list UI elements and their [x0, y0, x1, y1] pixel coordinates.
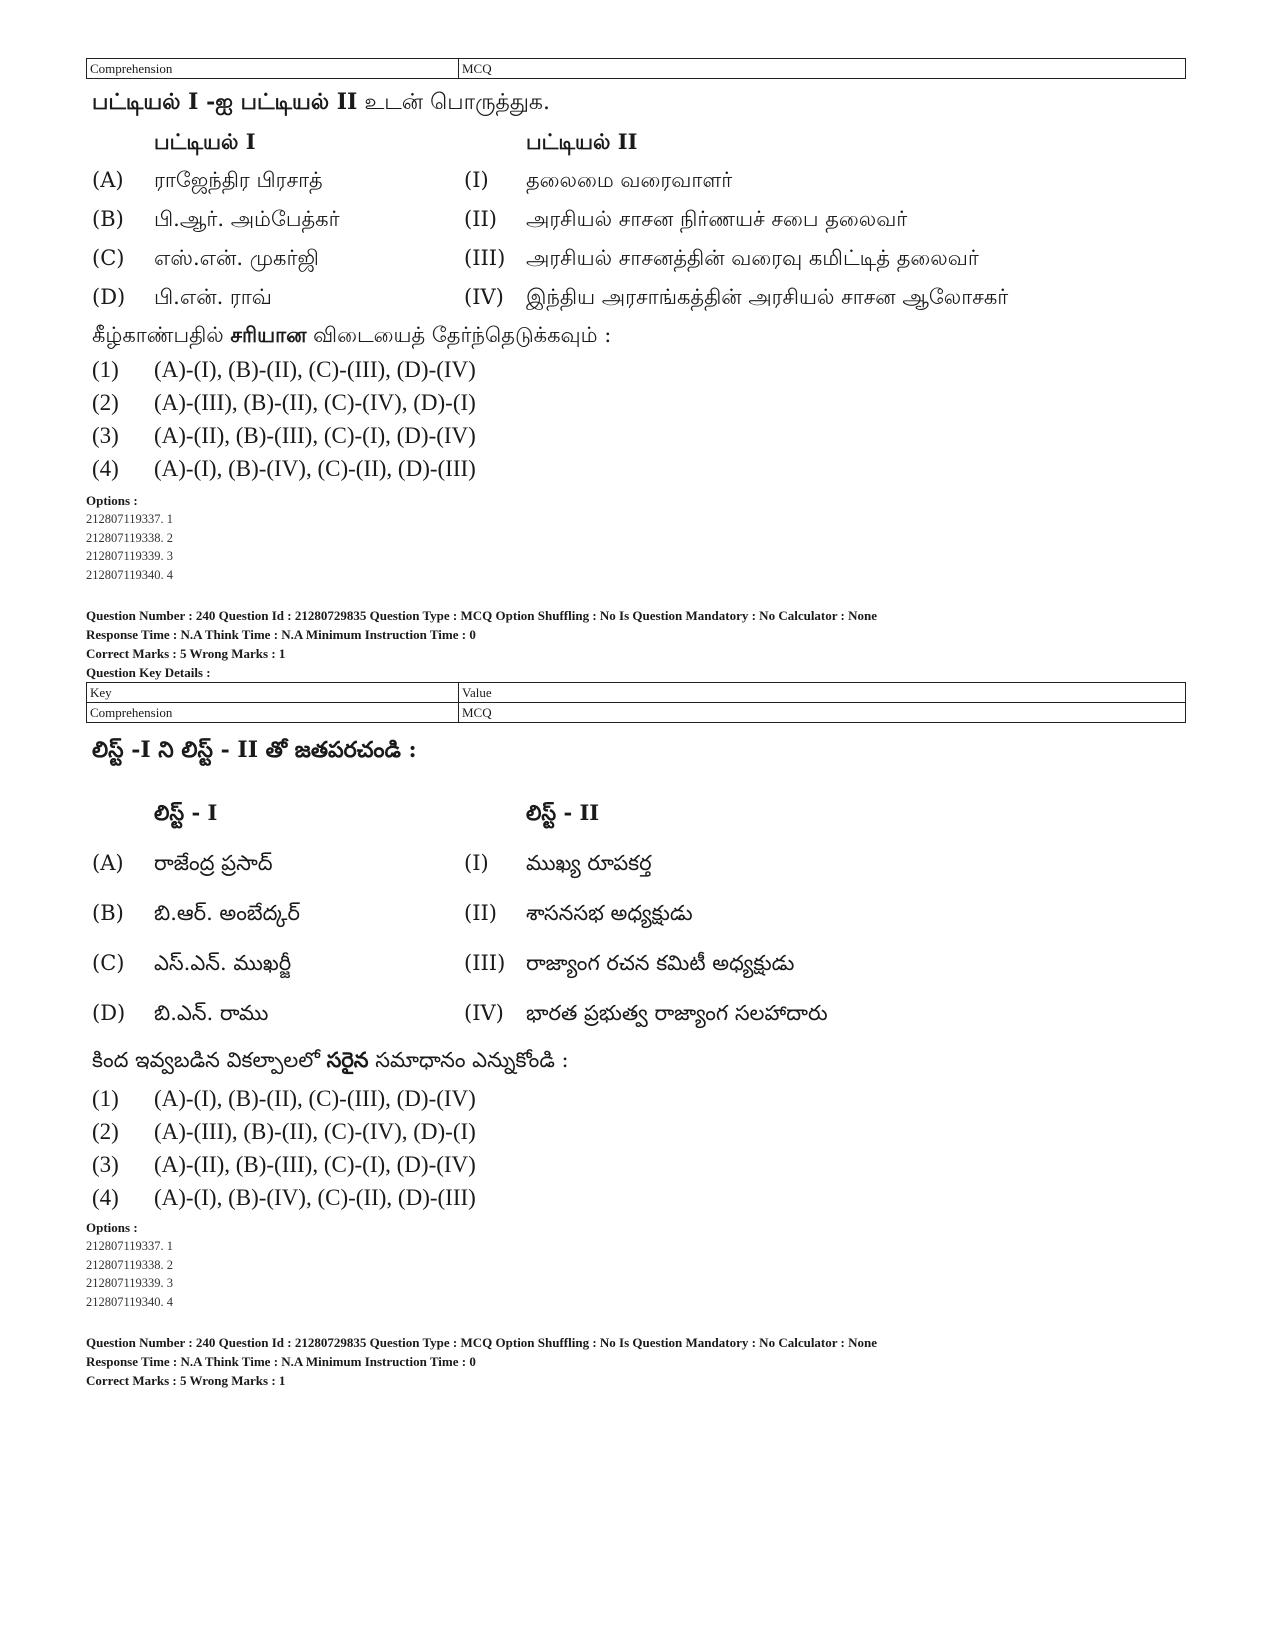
tamil-question: [86, 85, 1186, 584]
answer-option: [92, 419, 1186, 452]
list2-header: లిస్ట్ - II: [526, 800, 600, 825]
list2-item: ముఖ్య రూపకర్త: [526, 851, 652, 875]
row-numeral: (I): [464, 851, 489, 875]
option-number: (1): [92, 357, 119, 382]
list2-item: தலைமை வரைவாளர்: [526, 168, 733, 192]
telugu-question: [86, 733, 1186, 1311]
question-title-instruction: உடன் பொருத்துக.: [357, 90, 550, 115]
option-text: (A)-(II), (B)-(III), (C)-(I), (D)-(IV): [154, 423, 476, 448]
list1-item: பி.என். ராவ்: [154, 285, 272, 309]
list1-item: బి.ఎన్. రాము: [154, 1001, 269, 1025]
table-header-value: Value: [459, 683, 1186, 703]
option-number: (4): [92, 456, 119, 481]
metadata-line: Response Time : N.A Think Time : N.A Minimum Instruction Time : 0: [86, 627, 476, 642]
table-key-cell: Comprehension: [87, 59, 459, 79]
option-codes: [86, 1237, 1186, 1311]
row-label: (C): [92, 246, 125, 270]
list1-item: రాజేంద్ర ప్రసాద్: [154, 851, 273, 875]
list1-item: బి.ఆర్. అంబేద్కర్: [154, 901, 300, 925]
metadata-line: Question Key Details :: [86, 665, 211, 680]
list1-item: எஸ்.என். முகர்ஜி: [154, 246, 319, 270]
option-text: (A)-(I), (B)-(IV), (C)-(II), (D)-(III): [154, 456, 476, 481]
metadata-line: Response Time : N.A Think Time : N.A Minimum Instruction Time : 0: [86, 1354, 476, 1369]
option-number: (3): [92, 1152, 119, 1177]
list1-header: లిస్ట్ - I: [154, 800, 218, 825]
comprehension-table-top: [86, 58, 1186, 79]
list2-header: பட்டியல் II: [526, 129, 638, 154]
list2-item: இந்திய அரசாங்கத்தின் அரசியல் சாசன ஆலோசகர்: [526, 285, 1009, 309]
answer-option: [92, 1082, 1186, 1115]
table-value-cell: MCQ: [459, 59, 1186, 79]
options-label: [86, 1218, 1186, 1237]
answer-option: [92, 386, 1186, 419]
question-metadata: [86, 1333, 1186, 1390]
list1-item: ராஜேந்திர பிரசாத்: [154, 168, 323, 192]
table-header-key: Key: [87, 683, 459, 703]
match-grid: [92, 788, 1186, 1038]
table-key-cell: Comprehension: [87, 703, 459, 723]
question-key-table: [86, 682, 1186, 723]
option-number: (2): [92, 390, 119, 415]
option-number: (3): [92, 423, 119, 448]
row-label: (D): [92, 1001, 126, 1025]
option-code: 212807119340. 4: [86, 567, 174, 582]
answer-options: [92, 353, 1186, 485]
prompt-text: கீழ்காண்பதில்: [92, 323, 231, 347]
answer-prompt: [92, 1042, 1186, 1078]
metadata-line: Correct Marks : 5 Wrong Marks : 1: [86, 646, 286, 661]
prompt-emphasis: சரியான: [230, 322, 307, 347]
option-code: 212807119338. 2: [86, 530, 174, 545]
list1-item: பி.ஆர். அம்பேத்கர்: [154, 207, 340, 231]
answer-option: [92, 353, 1186, 386]
answer-option: [92, 1115, 1186, 1148]
answer-option: [92, 1148, 1186, 1181]
option-text: (A)-(III), (B)-(II), (C)-(IV), (D)-(I): [154, 1119, 476, 1144]
list2-item: அரசியல் சாசன நிர்ணயச் சபை தலைவர்: [526, 207, 908, 231]
row-numeral: (IV): [464, 285, 504, 309]
option-text: (A)-(II), (B)-(III), (C)-(I), (D)-(IV): [154, 1152, 476, 1177]
option-code: 212807119337. 1: [86, 1239, 174, 1253]
row-numeral: (III): [464, 246, 506, 270]
prompt-text: விடையைத் தேர்ந்தெடுக்கவும் :: [306, 323, 612, 347]
option-number: (4): [92, 1185, 119, 1210]
option-number: (2): [92, 1119, 119, 1144]
question-title-lists: பட்டியல் I -ஐ பட்டியல் II: [92, 89, 358, 115]
options-label-text: Options :: [86, 493, 138, 508]
list1-item: ఎస్.ఎన్. ముఖర్జీ: [154, 951, 292, 975]
row-numeral: (III): [464, 951, 506, 975]
row-label: (A): [92, 168, 124, 192]
list2-item: రాజ్యాంగ రచన కమిటీ అధ్యక్షుడు: [526, 951, 795, 975]
list1-header: பட்டியல் I: [154, 129, 256, 154]
option-text: (A)-(III), (B)-(II), (C)-(IV), (D)-(I): [154, 390, 476, 415]
row-numeral: (I): [464, 168, 489, 192]
option-text: (A)-(I), (B)-(II), (C)-(III), (D)-(IV): [154, 1086, 476, 1111]
row-label: (B): [92, 207, 124, 231]
row-numeral: (II): [464, 207, 497, 231]
question-title: [92, 85, 1186, 120]
metadata-line: Question Number : 240 Question Id : 21280729835 Question Type : MCQ Option Shuffling : No Is Question Mandatory : No Calculator : None: [86, 608, 878, 623]
answer-option: [92, 452, 1186, 485]
metadata-line: Correct Marks : 5 Wrong Marks : 1: [86, 1373, 286, 1388]
answer-prompt: [92, 317, 1186, 353]
row-label: (C): [92, 951, 125, 975]
options-label-text: Options :: [86, 1220, 138, 1235]
row-label: (A): [92, 851, 124, 875]
row-numeral: (IV): [464, 1001, 504, 1025]
question-metadata: [86, 606, 1186, 682]
list2-item: భారత ప్రభుత్వ రాజ్యాంగ సలహాదారు: [526, 1001, 828, 1025]
answer-option: [92, 1181, 1186, 1214]
option-code: 212807119339. 3: [86, 1276, 174, 1290]
option-codes: [86, 510, 1186, 584]
option-code: 212807119337. 1: [86, 512, 174, 526]
document-page: [86, 58, 1186, 1390]
row-label: (B): [92, 901, 124, 925]
metadata-line: Question Number : 240 Question Id : 21280729835 Question Type : MCQ Option Shuffling : No Is Question Mandatory : No Calculator : None: [86, 1335, 878, 1350]
match-grid: [92, 122, 1186, 317]
answer-options: [92, 1082, 1186, 1214]
table-row: [87, 59, 1186, 79]
prompt-emphasis: సరైన: [326, 1047, 369, 1072]
table-row: [87, 703, 1186, 723]
list2-item: அரசியல் சாசனத்தின் வரைவு கமிட்டித் தலைவர்: [526, 246, 979, 270]
question-title: [92, 733, 1186, 768]
option-code: 212807119340. 4: [86, 1294, 174, 1309]
question-title-text: లిస్ట్ -I ని లిస్ట్ - II తో జతపరచండి :: [92, 737, 417, 763]
option-code: 212807119338. 2: [86, 1257, 174, 1272]
option-number: (1): [92, 1086, 119, 1111]
row-numeral: (II): [464, 901, 497, 925]
row-label: (D): [92, 285, 126, 309]
prompt-text: సమాధానం ఎన్నుకోండి :: [368, 1048, 569, 1072]
option-code: 212807119339. 3: [86, 549, 174, 563]
table-header-row: [87, 683, 1186, 703]
table-value-cell: MCQ: [459, 703, 1186, 723]
option-text: (A)-(I), (B)-(II), (C)-(III), (D)-(IV): [154, 357, 476, 382]
options-label: [86, 491, 1186, 510]
option-text: (A)-(I), (B)-(IV), (C)-(II), (D)-(III): [154, 1185, 476, 1210]
list2-item: శాసనసభ అధ్యక్షుడు: [526, 901, 693, 925]
prompt-text: కింద ఇవ్వబడిన వికల్పాలలో: [92, 1048, 327, 1072]
